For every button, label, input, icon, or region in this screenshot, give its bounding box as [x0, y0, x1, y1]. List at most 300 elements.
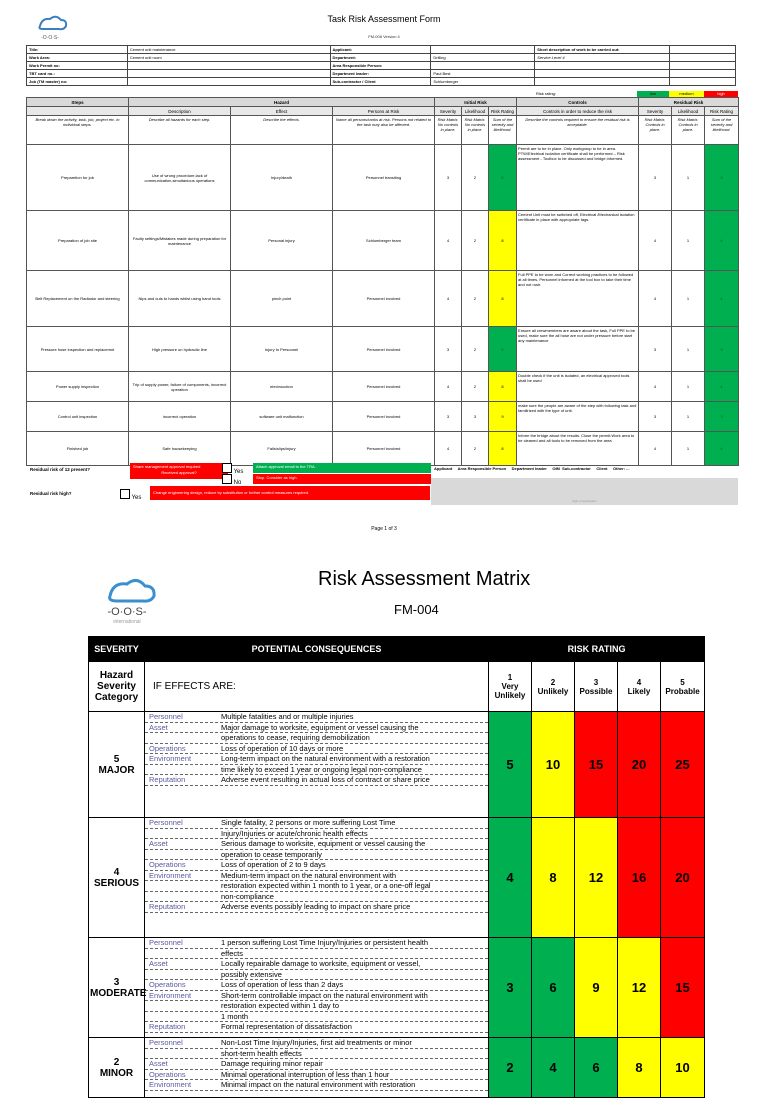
col-controls: Controls in order to reduce the risk — [517, 107, 639, 116]
consequence-desc: Major damage to worksite, equipment or vessel causing the — [221, 722, 419, 732]
consequence-line — [145, 892, 488, 903]
consequence-type — [145, 970, 221, 980]
consequence-type: Reputation — [149, 775, 186, 784]
controls-cell: Double check if the unit is isolated, an electrical approved tools shall be used — [517, 372, 639, 402]
matrix-score-cell: 3 — [489, 938, 532, 1038]
table-row — [27, 271, 739, 327]
group-initial-risk: Initial Risk — [435, 98, 517, 107]
residual-likelihood-cell: 1 — [672, 327, 705, 372]
consequence-desc: Loss of operation of less than 2 days — [221, 980, 344, 989]
consequence-line — [145, 1059, 488, 1070]
consequence-desc: Locally repairable damage to worksite, equipment or vessel, — [221, 959, 421, 968]
field-blank — [670, 54, 736, 62]
group-steps: Steps — [27, 98, 129, 107]
field-value-2[interactable] — [431, 62, 535, 70]
consequence-desc: Adverse event resulting in actual loss of contract or share price — [221, 775, 430, 784]
matrix-row — [89, 1038, 705, 1098]
field-value-2[interactable]: Drilling — [431, 54, 535, 62]
table-row — [27, 432, 739, 466]
residual-rating-cell: 4 — [705, 271, 739, 327]
field-blank — [670, 46, 736, 54]
consequence-desc: Multiple fatalities and or multiple injuries — [221, 712, 354, 721]
group-residual-risk: Residual Risk — [639, 98, 739, 107]
matrix-score-cell: 10 — [532, 712, 575, 818]
consequence-type: Environment — [149, 990, 192, 1000]
residual-likelihood-cell: 1 — [672, 211, 705, 271]
residual-rating-cell: 4 — [705, 372, 739, 402]
residual-high-label: Residual risk high? — [30, 491, 72, 496]
consequence-desc: Minimal impact on the natural environment with restoration — [221, 1080, 416, 1089]
form-version: FM-008 Version 4 — [368, 34, 400, 39]
consequence-line — [145, 871, 488, 882]
consequence-desc: operations to cease, requiring demobilization — [221, 733, 370, 742]
consequence-desc: short-term health effects — [221, 1048, 302, 1058]
head-severity: SEVERITY — [89, 637, 145, 662]
consequence-desc: Serious damage to worksite, equipment or vessel causing the — [221, 839, 426, 848]
table-row — [27, 372, 739, 402]
hazard-cell: incorrect operation — [129, 402, 231, 432]
consequence-type — [145, 850, 221, 860]
field-label: Job (TM master) no: — [27, 78, 128, 86]
attach-approval-note: Attach approval email to the TRA. — [253, 463, 431, 473]
severity-name: MODERATE — [90, 987, 147, 999]
field-value[interactable] — [127, 78, 330, 86]
col-severity: Severity — [435, 107, 462, 116]
matrix-score-cell: 6 — [575, 1038, 618, 1098]
step-cell: Pressure hose inspection and replacemnt — [27, 327, 129, 372]
field-blank — [670, 78, 736, 86]
consequences-cell — [145, 1038, 489, 1098]
field-description — [535, 78, 670, 86]
matrix-score-cell: 12 — [575, 818, 618, 938]
svg-text:international: international — [113, 619, 141, 625]
residual-severity-cell: 4 — [639, 432, 672, 466]
step-cell: Finished job — [27, 432, 129, 466]
field-label: Title: — [27, 46, 128, 54]
field-description: Short description of work to be carried out: — [535, 46, 670, 54]
residual-severity-cell: 4 — [639, 271, 672, 327]
head-consequences: POTENTIAL CONSEQUENCES — [145, 637, 489, 662]
col-description: Description — [129, 107, 231, 116]
likelihood-cell: 2 — [462, 211, 489, 271]
effect-cell: software unit malfunction — [231, 402, 333, 432]
col-description-note: Sum of the severity and likelihood. — [705, 116, 739, 145]
consequence-line — [145, 1080, 488, 1091]
table-row — [27, 145, 739, 211]
yes-option-2[interactable]: Yes — [120, 489, 141, 501]
step-cell: Preparation of job site — [27, 211, 129, 271]
consequence-desc: restoration expected within 1 day to — [221, 1001, 339, 1010]
consequence-line — [145, 829, 488, 840]
persons-cell: Personnel transiting — [333, 145, 435, 211]
persons-cell: Schlumberger team — [333, 211, 435, 271]
matrix-row — [89, 938, 705, 1038]
consequence-type: Asset — [149, 1059, 168, 1068]
consequence-desc: Single fatality, 2 persons or more suffering Lost Time — [221, 818, 396, 827]
residual-severity-cell: 3 — [639, 327, 672, 372]
risk-rating-cell: 8 — [489, 432, 517, 466]
page-number: Page 1 of 3 — [371, 526, 397, 532]
consequence-desc: non-compliance — [221, 891, 274, 901]
controls-cell: make sure the people are aware of the step with following task and familirized with the type of unit. — [517, 402, 639, 432]
step-cell: Control unit inspection — [27, 402, 129, 432]
matrix-score-cell: 15 — [575, 712, 618, 818]
matrix-score-cell: 6 — [532, 938, 575, 1038]
residual-severity-cell: 3 — [639, 402, 672, 432]
field-blank — [670, 70, 736, 78]
severity-name: SERIOUS — [93, 877, 139, 889]
field-label-2: Department leader: — [330, 70, 431, 78]
consequence-type: Operations — [149, 860, 186, 869]
consequences-cell — [145, 818, 489, 938]
consequence-line — [145, 744, 488, 755]
consequence-line — [145, 712, 488, 723]
consequence-type — [145, 949, 221, 959]
field-label-2: Area Responsible Person: — [330, 62, 431, 70]
step-cell: Power supply inspection — [27, 372, 129, 402]
consequence-line — [145, 733, 488, 744]
consequence-line — [145, 1038, 488, 1049]
consequence-type: Personnel — [149, 712, 183, 721]
consequence-desc: possibly extensive — [221, 969, 282, 979]
consequence-line — [145, 860, 488, 871]
severity-level — [89, 818, 145, 938]
consequence-line — [145, 839, 488, 850]
matrix-score-cell: 25 — [661, 712, 705, 818]
consequence-type: Environment — [149, 754, 192, 763]
risk-rating-cell: 8 — [489, 211, 517, 271]
likelihood-5: 5 Probable — [661, 662, 705, 712]
hazard-cell: Safe housekeeping — [129, 432, 231, 466]
hazard-cell: Use of wrong procedure,lack of communication,simultanious operations — [129, 145, 231, 211]
yes-checkbox-1[interactable] — [222, 463, 232, 473]
consequence-line — [145, 818, 488, 829]
risk-matrix-table — [88, 636, 705, 1098]
matrix-row — [89, 818, 705, 938]
consequence-type: Asset — [149, 839, 168, 848]
severity-level — [89, 712, 145, 818]
consequence-line — [145, 1001, 488, 1012]
consequence-type: Reputation — [149, 1022, 186, 1031]
field-label: TBT card no.: — [27, 70, 128, 78]
severity-cell: 4 — [435, 372, 462, 402]
consequence-desc: Non-Lost Time Injury/Injuries, first aid treatments or minor — [221, 1038, 412, 1047]
field-label-2: Sub-contractor / Client — [330, 78, 431, 86]
matrix-score-cell: 4 — [489, 818, 532, 938]
consequence-type: Operations — [149, 1069, 186, 1079]
consequence-type: Personnel — [149, 938, 183, 947]
likelihood-3: 3 Possible — [575, 662, 618, 712]
residual-likelihood-cell: 1 — [672, 145, 705, 211]
stop-note: Stop. Consider as high. — [253, 474, 431, 484]
field-description: Service Level 4 — [535, 54, 670, 62]
consequence-line — [145, 1012, 488, 1023]
severity-cell: 4 — [435, 271, 462, 327]
matrix-score-cell: 8 — [618, 1038, 661, 1098]
hazard-cell: High pressure on hydraulic line — [129, 327, 231, 372]
consequence-line — [145, 902, 488, 913]
field-value[interactable]: Cement unit maintenance — [127, 46, 330, 54]
likelihood-cell: 3 — [462, 402, 489, 432]
consequence-desc: Damage requiring minor repair — [221, 1059, 323, 1068]
header-field-row — [27, 62, 736, 70]
residual12-label: Residual risk of 12 present? — [30, 467, 91, 472]
consequence-type: Reputation — [149, 902, 186, 911]
likelihood-cell: 2 — [462, 432, 489, 466]
effect-cell: Falls/slips/injury — [231, 432, 333, 466]
controls-cell: Full PPE to be worn and Correct working practices to be followed at all times. Personnel informed at the tool box to take their time and not rush. — [517, 271, 639, 327]
consequence-type — [145, 1001, 221, 1011]
consequence-desc: time likely to exceed 1 year or ongoing legal non-compliance — [221, 764, 422, 774]
col-likelihood: Likelihood — [462, 107, 489, 116]
field-description — [535, 62, 670, 70]
field-value-2[interactable]: Schlumberger — [431, 78, 535, 86]
consequence-desc: Formal representation of dissatisfaction — [221, 1022, 352, 1031]
severity-cell: 3 — [435, 402, 462, 432]
likelihood-cell: 2 — [462, 327, 489, 372]
consequence-desc: operation to cease temporarily — [221, 849, 322, 859]
consequence-type: Asset — [149, 722, 168, 732]
severity-number: 2 — [113, 1056, 120, 1068]
consequence-line — [145, 881, 488, 892]
consequences-cell — [145, 938, 489, 1038]
consequence-line — [145, 723, 488, 734]
risk-rating-cell: 9 — [489, 402, 517, 432]
form-title: Task Risk Assessment Form — [327, 14, 441, 24]
residual-likelihood-cell: 1 — [672, 372, 705, 402]
matrix-score-cell: 9 — [575, 938, 618, 1038]
matrix-score-cell: 16 — [618, 818, 661, 938]
matrix-title: Risk Assessment Matrix — [318, 568, 531, 590]
severity-level — [89, 938, 145, 1038]
severity-number: 5 — [113, 753, 120, 765]
consequence-desc: Adverse events possibly leading to impact on share price — [221, 902, 411, 911]
col-description-note: Name all persons/ranks at risk. Persons not related to the task may also be affected. — [333, 116, 435, 145]
consequence-type: Operations — [149, 980, 186, 989]
consequence-type: Asset — [149, 959, 168, 968]
oos-logo — [86, 568, 168, 626]
col-description-note: Sum of the severity and likelihood. — [489, 116, 517, 145]
matrix-score-cell: 15 — [661, 938, 705, 1038]
field-value-2[interactable] — [431, 46, 535, 54]
col-description-note: Risk Matrix. No controls in place. — [435, 116, 462, 145]
no-checkbox[interactable] — [222, 474, 232, 484]
consequence-line — [145, 754, 488, 765]
consequence-line — [145, 938, 488, 949]
form-header-fields — [26, 45, 736, 86]
col-description-note: Risk Matrix. No controls in place. — [462, 116, 489, 145]
consequence-desc: Loss of operation of 10 days or more — [221, 743, 344, 753]
residual-severity-cell: 4 — [639, 211, 672, 271]
likelihood-2: 2 Unlikely — [532, 662, 575, 712]
consequence-desc: effects — [221, 948, 243, 958]
consequence-desc: 1 person suffering Lost Time Injury/Injuries or persistent health — [221, 938, 429, 947]
field-value[interactable]: Cement unit room — [127, 54, 330, 62]
consequence-line — [145, 970, 488, 981]
consequence-line — [145, 765, 488, 776]
header-field-row — [27, 70, 736, 78]
residual-severity-cell: 3 — [639, 145, 672, 211]
persons-cell: Personnel involved — [333, 402, 435, 432]
controls-cell: Ensure all crewmembers are aware about the task, Full PPE to be used, make sure the all hose are not under pressure before start any maintenance — [517, 327, 639, 372]
hazard-category-label: Hazard Severity Category — [89, 662, 145, 712]
matrix-score-cell: 8 — [532, 818, 575, 938]
consequence-desc: Minimal operational interruption of less than 1 hour — [221, 1069, 390, 1079]
field-label: Work Area: — [27, 54, 128, 62]
likelihood-4: 4 Likely — [618, 662, 661, 712]
table-row — [27, 327, 739, 372]
effect-cell: Injury to Personnel — [231, 327, 333, 372]
consequence-line — [145, 959, 488, 970]
consequence-type: Environment — [149, 870, 192, 880]
hazard-cell: Nips and cuts to hands whilst using hand tools — [129, 271, 231, 327]
risk-rating-label: Risk rating: — [536, 91, 557, 96]
hazard-cell: Faulty settings/Mistakes made during preparation for maintenance — [129, 211, 231, 271]
consequence-desc: Long-term impact on the natural environment with a restoration — [221, 754, 430, 763]
persons-cell: Personnel involved — [333, 432, 435, 466]
step-cell: Preparetion for job — [27, 145, 129, 211]
hazard-cell: Trip of supply power, failure of components, incorrect operation — [129, 372, 231, 402]
controls-cell: Inform the bridge about the results. Close the permit.Work area to be cleaned and all tools to be removed from the area — [517, 432, 639, 466]
consequence-line — [145, 991, 488, 1002]
field-value[interactable] — [127, 62, 330, 70]
consequence-line — [145, 980, 488, 991]
task-risk-assessment-page — [0, 0, 768, 540]
residual-likelihood-cell: 1 — [672, 432, 705, 466]
yes-checkbox-2[interactable] — [120, 489, 130, 499]
head-risk-rating: RISK RATING — [489, 637, 705, 662]
severity-name: MAJOR — [98, 764, 135, 776]
col-description-note: Describe the effects. — [231, 116, 333, 145]
share-approval-note: Share management approval required Received approval? — [130, 463, 228, 479]
severity-cell: 3 — [435, 145, 462, 211]
step-cell: Belt Replacement on the Radiador and steering — [27, 271, 129, 327]
risk-rating-cell: 6 — [489, 145, 517, 211]
residual-rating-cell: 4 — [705, 432, 739, 466]
field-blank — [670, 62, 736, 70]
consequence-desc: 1 month — [221, 1011, 249, 1021]
consequence-line — [145, 949, 488, 960]
severity-number: 3 — [113, 976, 120, 988]
svg-text:-O·O·S-: -O·O·S- — [41, 35, 59, 41]
col-res-likelihood: Likelihood — [672, 107, 705, 116]
col-description-note: Describe all hazards for each step. — [129, 116, 231, 145]
severity-cell: 3 — [435, 327, 462, 372]
risk-rating-cell: 8 — [489, 271, 517, 327]
group-hazard: Hazard — [129, 98, 435, 107]
consequence-type: Environment — [149, 1080, 192, 1089]
legend-high: high — [704, 91, 738, 97]
residual-likelihood-cell: 1 — [672, 402, 705, 432]
legend-medium: medium — [669, 91, 704, 97]
persons-cell: Personnel involved — [333, 372, 435, 402]
effect-cell: electrocution — [231, 372, 333, 402]
consequence-desc: Medium-term impact on the natural environment with — [221, 870, 397, 880]
col-description-note: Risk Matrix. Controls in place. — [639, 116, 672, 145]
consequence-type — [145, 733, 221, 743]
residual-rating-cell: 3 — [705, 145, 739, 211]
if-effects-label: IF EFFECTS ARE: — [145, 662, 489, 712]
field-label-2: Department: — [330, 54, 431, 62]
consequence-line — [145, 1049, 488, 1060]
consequence-type: Personnel — [149, 818, 183, 827]
yes-option-1[interactable]: Yes — [222, 463, 243, 475]
severity-level — [89, 1038, 145, 1098]
signers-row: Applicant Area Responsible Person Department leader OIM Sub-contractor Client Other: ... — [434, 466, 630, 471]
col-risk-rating: Risk Rating — [489, 107, 517, 116]
effect-cell: pinch point — [231, 271, 333, 327]
col-description-note: Describe the controls required to ensure the residual risk is acceptable. — [517, 116, 639, 145]
effect-cell: Injury/death — [231, 145, 333, 211]
consequences-cell — [145, 712, 489, 818]
group-controls: Controls — [517, 98, 639, 107]
table-row — [27, 402, 739, 432]
field-label-2: Applicant: — [330, 46, 431, 54]
matrix-score-cell: 12 — [618, 938, 661, 1038]
likelihood-1: 1 Very Unlikely — [489, 662, 532, 712]
matrix-score-cell: 20 — [618, 712, 661, 818]
severity-cell: 4 — [435, 432, 462, 466]
consequence-type — [145, 892, 221, 902]
matrix-code: FM-004 — [394, 602, 439, 617]
no-option[interactable]: No — [222, 474, 241, 486]
field-value-2[interactable]: Paul Best — [431, 70, 535, 78]
field-value[interactable] — [127, 70, 330, 78]
risk-rating-cell: 8 — [489, 372, 517, 402]
svg-text:-O·O·S-: -O·O·S- — [107, 606, 147, 618]
change-design-note: Change engineering design, reduce by substitution or further control measures required. — [150, 486, 430, 500]
likelihood-cell: 2 — [462, 271, 489, 327]
consequence-desc: Short-term controllable impact on the natural environment with — [221, 990, 428, 1000]
col-description-note: Risk Matrix. Controls in place. — [672, 116, 705, 145]
matrix-score-cell: 4 — [532, 1038, 575, 1098]
consequence-line — [145, 850, 488, 861]
consequence-type: Operations — [149, 743, 186, 753]
matrix-row — [89, 712, 705, 818]
consequence-line — [145, 1070, 488, 1081]
col-res-severity: Severity — [639, 107, 672, 116]
controls-cell: Permit are to be in place. Only workgroup to be in area. PTW/Electrical isolation certificate shall be performed – Risk assessment - Toolbox to be discussed and bridge informed. — [517, 145, 639, 211]
consequence-desc: restoration expected within 1 month to 1 year, or a one-off legal — [221, 881, 431, 890]
consequence-desc: Injury/Injuries or acute/chronic health effects — [221, 828, 368, 838]
table-row — [27, 211, 739, 271]
col-persons: Persons at Risk — [333, 107, 435, 116]
col-res-risk-rating: Risk Rating — [705, 107, 739, 116]
matrix-score-cell: 5 — [489, 712, 532, 818]
field-label: Work Permit no: — [27, 62, 128, 70]
field-description — [535, 70, 670, 78]
risk-assessment-table — [26, 97, 739, 466]
risk-rating-cell: 6 — [489, 327, 517, 372]
header-field-row — [27, 78, 736, 86]
persons-cell: Personnel involved — [333, 271, 435, 327]
residual-rating-cell: 3 — [705, 402, 739, 432]
matrix-score-cell: 20 — [661, 818, 705, 938]
header-field-row — [27, 46, 736, 54]
col-description-note: Break down the activity, task, job, project etc. in individual steps. — [27, 116, 129, 145]
consequence-type — [145, 1049, 221, 1059]
residual-severity-cell: 4 — [639, 372, 672, 402]
residual-likelihood-cell: 1 — [672, 271, 705, 327]
col-effect: Effect — [231, 107, 333, 116]
controls-cell: Cement Unit must be switched off, Electrical /Mechanical isolation certificate in place with appropriate tags. — [517, 211, 639, 271]
consequence-type — [145, 881, 221, 891]
consequence-type — [145, 765, 221, 775]
consequence-line — [145, 775, 488, 786]
persons-cell: Personnel involved — [333, 327, 435, 372]
consequence-type — [145, 829, 221, 839]
matrix-score-cell: 10 — [661, 1038, 705, 1098]
